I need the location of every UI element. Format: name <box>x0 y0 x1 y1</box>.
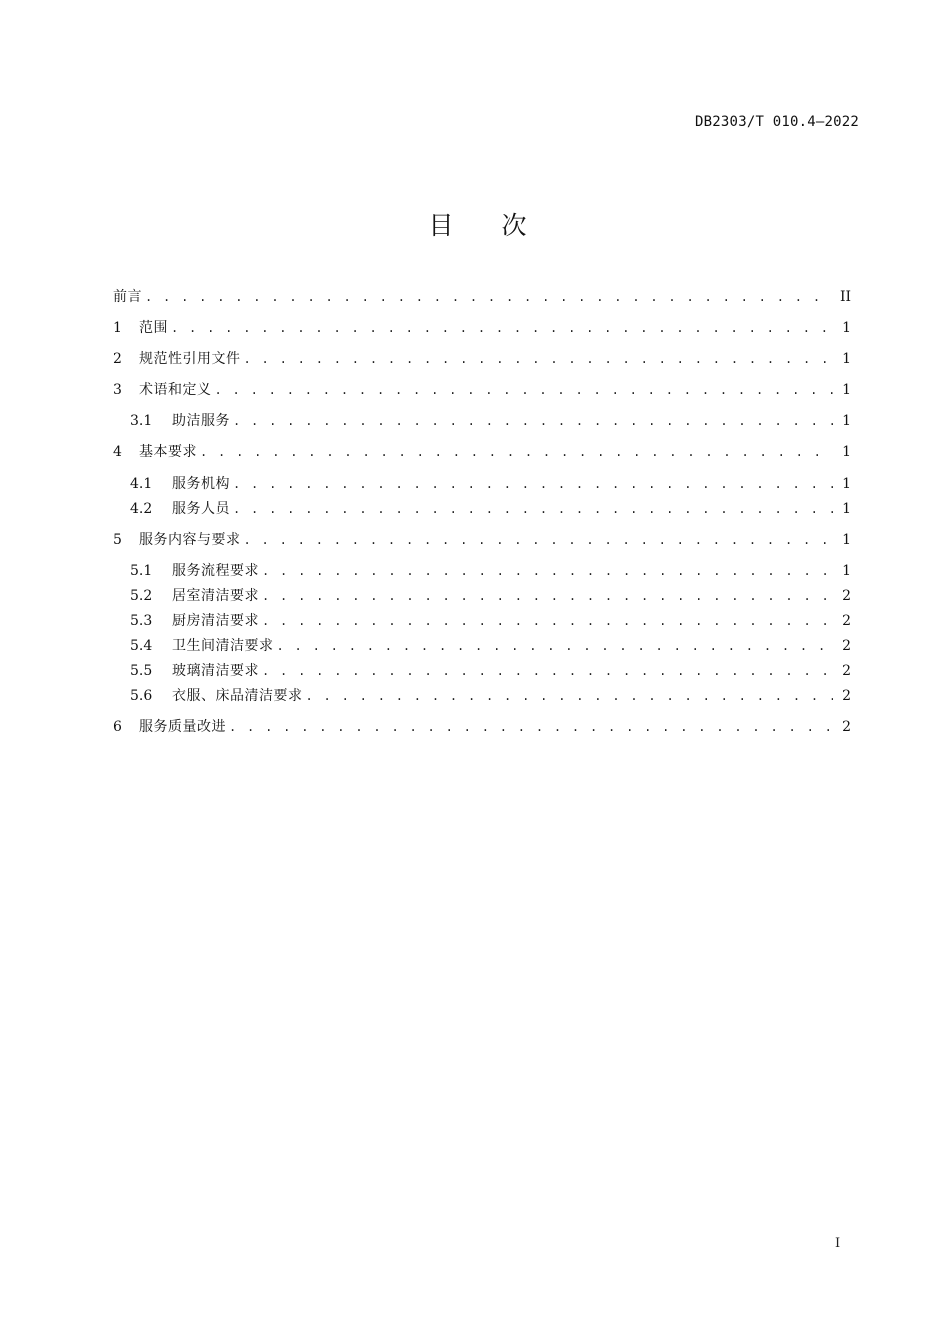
toc-entry-page: 1 <box>842 382 851 398</box>
toc-entry-label: 助洁服务 <box>172 413 230 429</box>
toc-entry[interactable] <box>113 716 851 738</box>
toc-entry-number: 5.1 <box>130 563 153 579</box>
toc-entry-label: 玻璃清洁要求 <box>172 663 259 679</box>
toc-entry[interactable] <box>130 473 851 495</box>
toc-entry[interactable] <box>130 660 851 682</box>
toc-entry-page: 1 <box>842 413 851 429</box>
toc-entry-number: 4.1 <box>130 476 153 492</box>
toc-leader <box>262 585 833 607</box>
toc-entry-number: 3.1 <box>130 413 153 429</box>
toc-entry[interactable] <box>113 441 851 463</box>
toc-leader <box>233 473 833 495</box>
toc-entry[interactable] <box>130 560 851 582</box>
toc-entry-label: 前言 <box>113 289 142 305</box>
page-number: I <box>835 1236 841 1251</box>
toc-entry-label: 厨房清洁要求 <box>172 613 259 629</box>
toc-entry-label: 规范性引用文件 <box>139 351 241 367</box>
toc-entry-number: 5.3 <box>130 613 153 629</box>
toc-leader <box>306 685 834 707</box>
toc-entry[interactable] <box>113 317 851 339</box>
toc-entry-number: 5.6 <box>130 688 153 704</box>
toc-entry-label: 衣服、床品清洁要求 <box>172 688 303 704</box>
toc-leader <box>262 560 833 582</box>
toc-entry-number: 4.2 <box>130 501 153 517</box>
toc-entry[interactable] <box>130 410 851 432</box>
toc-leader <box>229 716 833 738</box>
toc-entry-page: 1 <box>842 476 851 492</box>
toc-entry-page: 1 <box>842 532 851 548</box>
toc-entry-label: 基本要求 <box>139 444 197 460</box>
toc-leader <box>215 379 834 401</box>
toc-entry-page: 1 <box>842 501 851 517</box>
toc-leader <box>262 660 833 682</box>
toc-leader <box>277 635 834 657</box>
toc-entry[interactable] <box>130 498 851 520</box>
toc-leader <box>244 348 834 370</box>
toc-entry-number: 1 <box>113 320 122 336</box>
toc-entry-page: 2 <box>842 688 851 704</box>
toc-entry-label: 术语和定义 <box>139 382 212 398</box>
toc-entry-page: 2 <box>842 588 851 604</box>
toc-entry-page: 2 <box>842 638 851 654</box>
toc-entry[interactable] <box>130 610 851 632</box>
toc-leader <box>233 410 833 432</box>
toc-entry-number: 5.4 <box>130 638 153 654</box>
toc-leader <box>171 317 833 339</box>
toc-entry[interactable] <box>113 529 851 551</box>
toc-entry-page: 1 <box>842 563 851 579</box>
toc-entry-number: 5.2 <box>130 588 153 604</box>
toc-entry-label: 居室清洁要求 <box>172 588 259 604</box>
toc-leader <box>233 498 833 520</box>
toc-title: 目 次 <box>428 211 547 240</box>
toc-entry-page: 2 <box>842 719 851 735</box>
toc-entry-page: II <box>839 289 851 305</box>
toc-entry[interactable] <box>130 585 851 607</box>
toc-entry[interactable] <box>113 286 851 308</box>
toc-entry-label: 服务流程要求 <box>172 563 259 579</box>
toc-entry-page: 1 <box>842 320 851 336</box>
toc-entry-number: 5.5 <box>130 663 153 679</box>
toc-entry-number: 3 <box>113 382 122 398</box>
toc-entry-page: 2 <box>842 613 851 629</box>
document-code: DB2303/T 010.4—2022 <box>695 114 859 130</box>
toc-entry-label: 范围 <box>139 320 168 336</box>
toc-entry-label: 服务内容与要求 <box>139 532 241 548</box>
toc-entry-page: 1 <box>842 444 851 460</box>
toc-entry-page: 2 <box>842 663 851 679</box>
toc-entry-number: 5 <box>113 532 122 548</box>
toc-entry-label: 服务机构 <box>172 476 230 492</box>
toc-entry[interactable] <box>130 635 851 657</box>
toc-entry-label: 卫生间清洁要求 <box>172 638 274 654</box>
toc-entry-number: 4 <box>113 444 122 460</box>
toc-entry[interactable] <box>113 379 851 401</box>
toc-leader <box>262 610 833 632</box>
toc-leader <box>200 441 833 463</box>
toc-entry-label: 服务人员 <box>172 501 230 517</box>
toc-leader <box>145 286 833 308</box>
toc-entry[interactable] <box>113 348 851 370</box>
toc-entry-number: 2 <box>113 351 122 367</box>
toc-entry-number: 6 <box>113 719 122 735</box>
toc-entry[interactable] <box>130 685 851 707</box>
toc-leader <box>244 529 834 551</box>
toc-entry-page: 1 <box>842 351 851 367</box>
toc-entry-label: 服务质量改进 <box>139 719 226 735</box>
